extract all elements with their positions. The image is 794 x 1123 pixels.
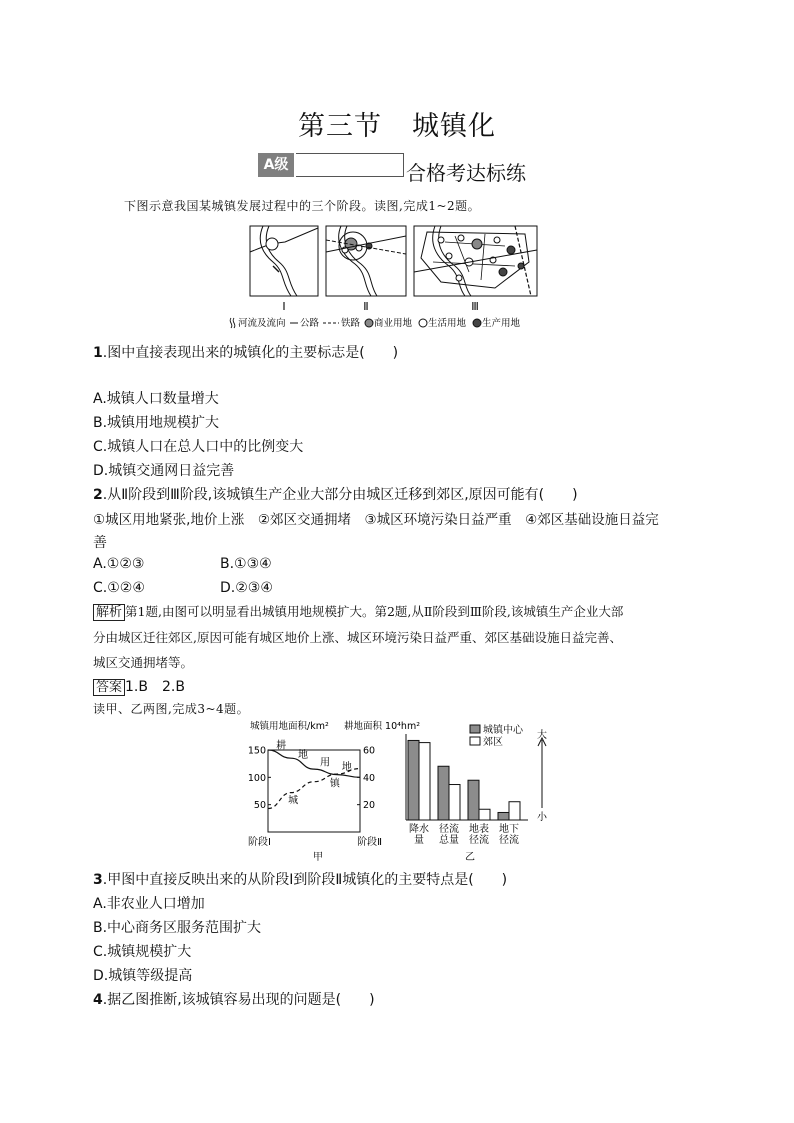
category-label-0: 降水量 [409, 824, 429, 846]
question-3-number: 3 [93, 872, 103, 888]
bar-1-0 [419, 743, 430, 820]
question-2-text: .从Ⅱ阶段到Ⅲ阶段,该城镇生产企业大部分由城区迁移到郊区,原因可能有( ) [102, 487, 578, 503]
intro-text-1: 下图示意我国某城镇发展过程中的三个阶段。读图,完成1~2题。 [124, 199, 481, 213]
question-4-number: 4 [93, 992, 103, 1008]
legend-road: 公路 [300, 318, 320, 329]
question-1 [93, 342, 398, 362]
chart-jia-title: 甲 [313, 852, 323, 863]
chart-yi-title: 乙 [465, 852, 475, 863]
series-line-urban-land [268, 769, 360, 809]
stage-3-map [414, 226, 537, 296]
stage-label-3: Ⅲ [471, 300, 479, 313]
q2-option-d: D.②③④ [220, 580, 273, 596]
bar-0-0 [408, 740, 419, 820]
category-label-1: 径流总量 [439, 824, 459, 846]
legend-label-suburb: 郊区 [483, 737, 503, 748]
bar-1-1 [449, 785, 460, 820]
chart-yi-legend [470, 723, 524, 748]
question-3 [93, 869, 507, 889]
chart-yi-axis-top: 大 [537, 730, 547, 741]
series-label-1-0: 城 [288, 795, 299, 807]
page-title [0, 104, 794, 143]
chart-jia-y2tick-1: 40 [363, 772, 376, 784]
chart-jia-ytick-2: 150 [247, 745, 266, 757]
chart-jia-y2label: 耕地面积 10⁴hm² [344, 721, 421, 732]
level-blank-box [296, 153, 404, 177]
q2-option-c: C.①②④ [93, 580, 145, 596]
figure-city-stages [238, 222, 565, 334]
chart-yi-axis-bottom: 小 [537, 812, 547, 823]
legend-label-center: 城镇中心 [483, 725, 523, 736]
series-label-1-1: 镇 [329, 778, 340, 790]
legend-commercial: 商业用地 [374, 318, 413, 329]
chart-jia-x-end: 阶段Ⅱ [357, 837, 382, 848]
q3-option-c: C.城镇规模扩大 [93, 944, 192, 960]
legend-river: 河流及流向 [238, 318, 286, 329]
q1-option-b: B.城镇用地规模扩大 [93, 415, 220, 431]
q2-statements-line2: 善 [93, 535, 107, 551]
chart-jia-x-start: 阶段Ⅰ [248, 837, 271, 848]
question-2-number: 2 [93, 487, 103, 503]
stage-2-map [326, 226, 406, 296]
question-1-number: 1 [93, 345, 103, 361]
legend-swatch-center [470, 725, 480, 733]
analysis-block [93, 599, 713, 675]
analysis-tag: 解析 [93, 604, 125, 621]
answer-block [93, 676, 185, 696]
question-1-text: .图中直接表现出来的城镇化的主要标志是( ) [102, 345, 399, 361]
analysis-line-2: 分由城区迁往郊区,原因可能有城区地价上涨、城区环境污染日益严重、郊区基础设施日益完善、 [93, 630, 622, 645]
question-4 [93, 989, 375, 1009]
bar-1-3 [509, 802, 520, 820]
series-label-0-2: 用 [319, 757, 330, 769]
analysis-line-3: 城区交通拥堵等。 [93, 655, 194, 670]
stage-label-1: Ⅰ [282, 300, 286, 313]
q2-option-a: A.①②③ [93, 556, 145, 572]
bar-0-1 [438, 766, 449, 820]
legend-railway: 铁路 [341, 318, 361, 329]
category-label-3: 地下径流 [499, 824, 519, 846]
level-title: 合格考达标练 [406, 161, 526, 185]
analysis-line-1: 第1题,由图可以明显看出城镇用地规模扩大。第2题,从Ⅱ阶段到Ⅲ阶段,该城镇生产企业大部 [125, 604, 624, 619]
question-2 [93, 484, 578, 504]
bar-0-3 [498, 812, 509, 820]
legend-residential: 生活用地 [428, 318, 467, 329]
q2-statements-line1: ①城区用地紧张,地价上涨 ②郊区交通拥堵 ③城区环境污染日益严重 ④郊区基础设施日益完 [93, 512, 659, 528]
answer-tag: 答案 [93, 679, 125, 696]
category-label-2: 地表径流 [469, 824, 489, 846]
title-part2: 城镇化 [412, 111, 496, 142]
q1-option-c: C.城镇人口在总人口中的比例变大 [93, 439, 304, 455]
question-3-text: .甲图中直接反映出来的从阶段Ⅰ到阶段Ⅱ城镇化的主要特点是( ) [102, 872, 508, 888]
q1-option-a: A.城镇人口数量增大 [93, 391, 219, 407]
figure1-legend [230, 317, 520, 329]
chart-jia-y2tick-0: 20 [363, 800, 376, 812]
series-label-0-0: 耕 [276, 740, 287, 752]
bar-1-2 [479, 809, 490, 820]
intro-text-2: 读甲、乙两图,完成3~4题。 [93, 702, 250, 716]
chart-jia-y2tick-2: 60 [363, 745, 376, 757]
q3-option-d: D.城镇等级提高 [93, 968, 193, 984]
chart-jia-ytick-1: 100 [247, 772, 266, 784]
level-badge: A级 [258, 153, 294, 177]
answer-text: 1.B 2.B [125, 679, 185, 695]
q1-option-d: D.城镇交通网日益完善 [93, 463, 235, 479]
chart-jia-ylabel: 城镇用地面积/km² [250, 721, 329, 732]
q2-option-b: B.①③④ [220, 556, 272, 572]
question-4-text: .据乙图推断,该城镇容易出现的问题是( ) [102, 992, 375, 1008]
series-label-0-3: 地 [341, 761, 352, 773]
chart-yi [400, 716, 560, 866]
series-label-0-1: 地 [298, 749, 309, 761]
stage-label-2: Ⅱ [363, 300, 369, 313]
q3-option-b: B.中心商务区服务范围扩大 [93, 920, 262, 936]
legend-swatch-suburb [470, 737, 480, 745]
q3-option-a: A.非农业人口增加 [93, 896, 205, 912]
title-part1: 第三节 [298, 111, 382, 142]
bar-0-2 [468, 780, 479, 820]
stage-1-map [250, 226, 318, 296]
chart-jia-ytick-0: 50 [253, 800, 266, 812]
legend-industrial: 生产用地 [482, 318, 521, 329]
